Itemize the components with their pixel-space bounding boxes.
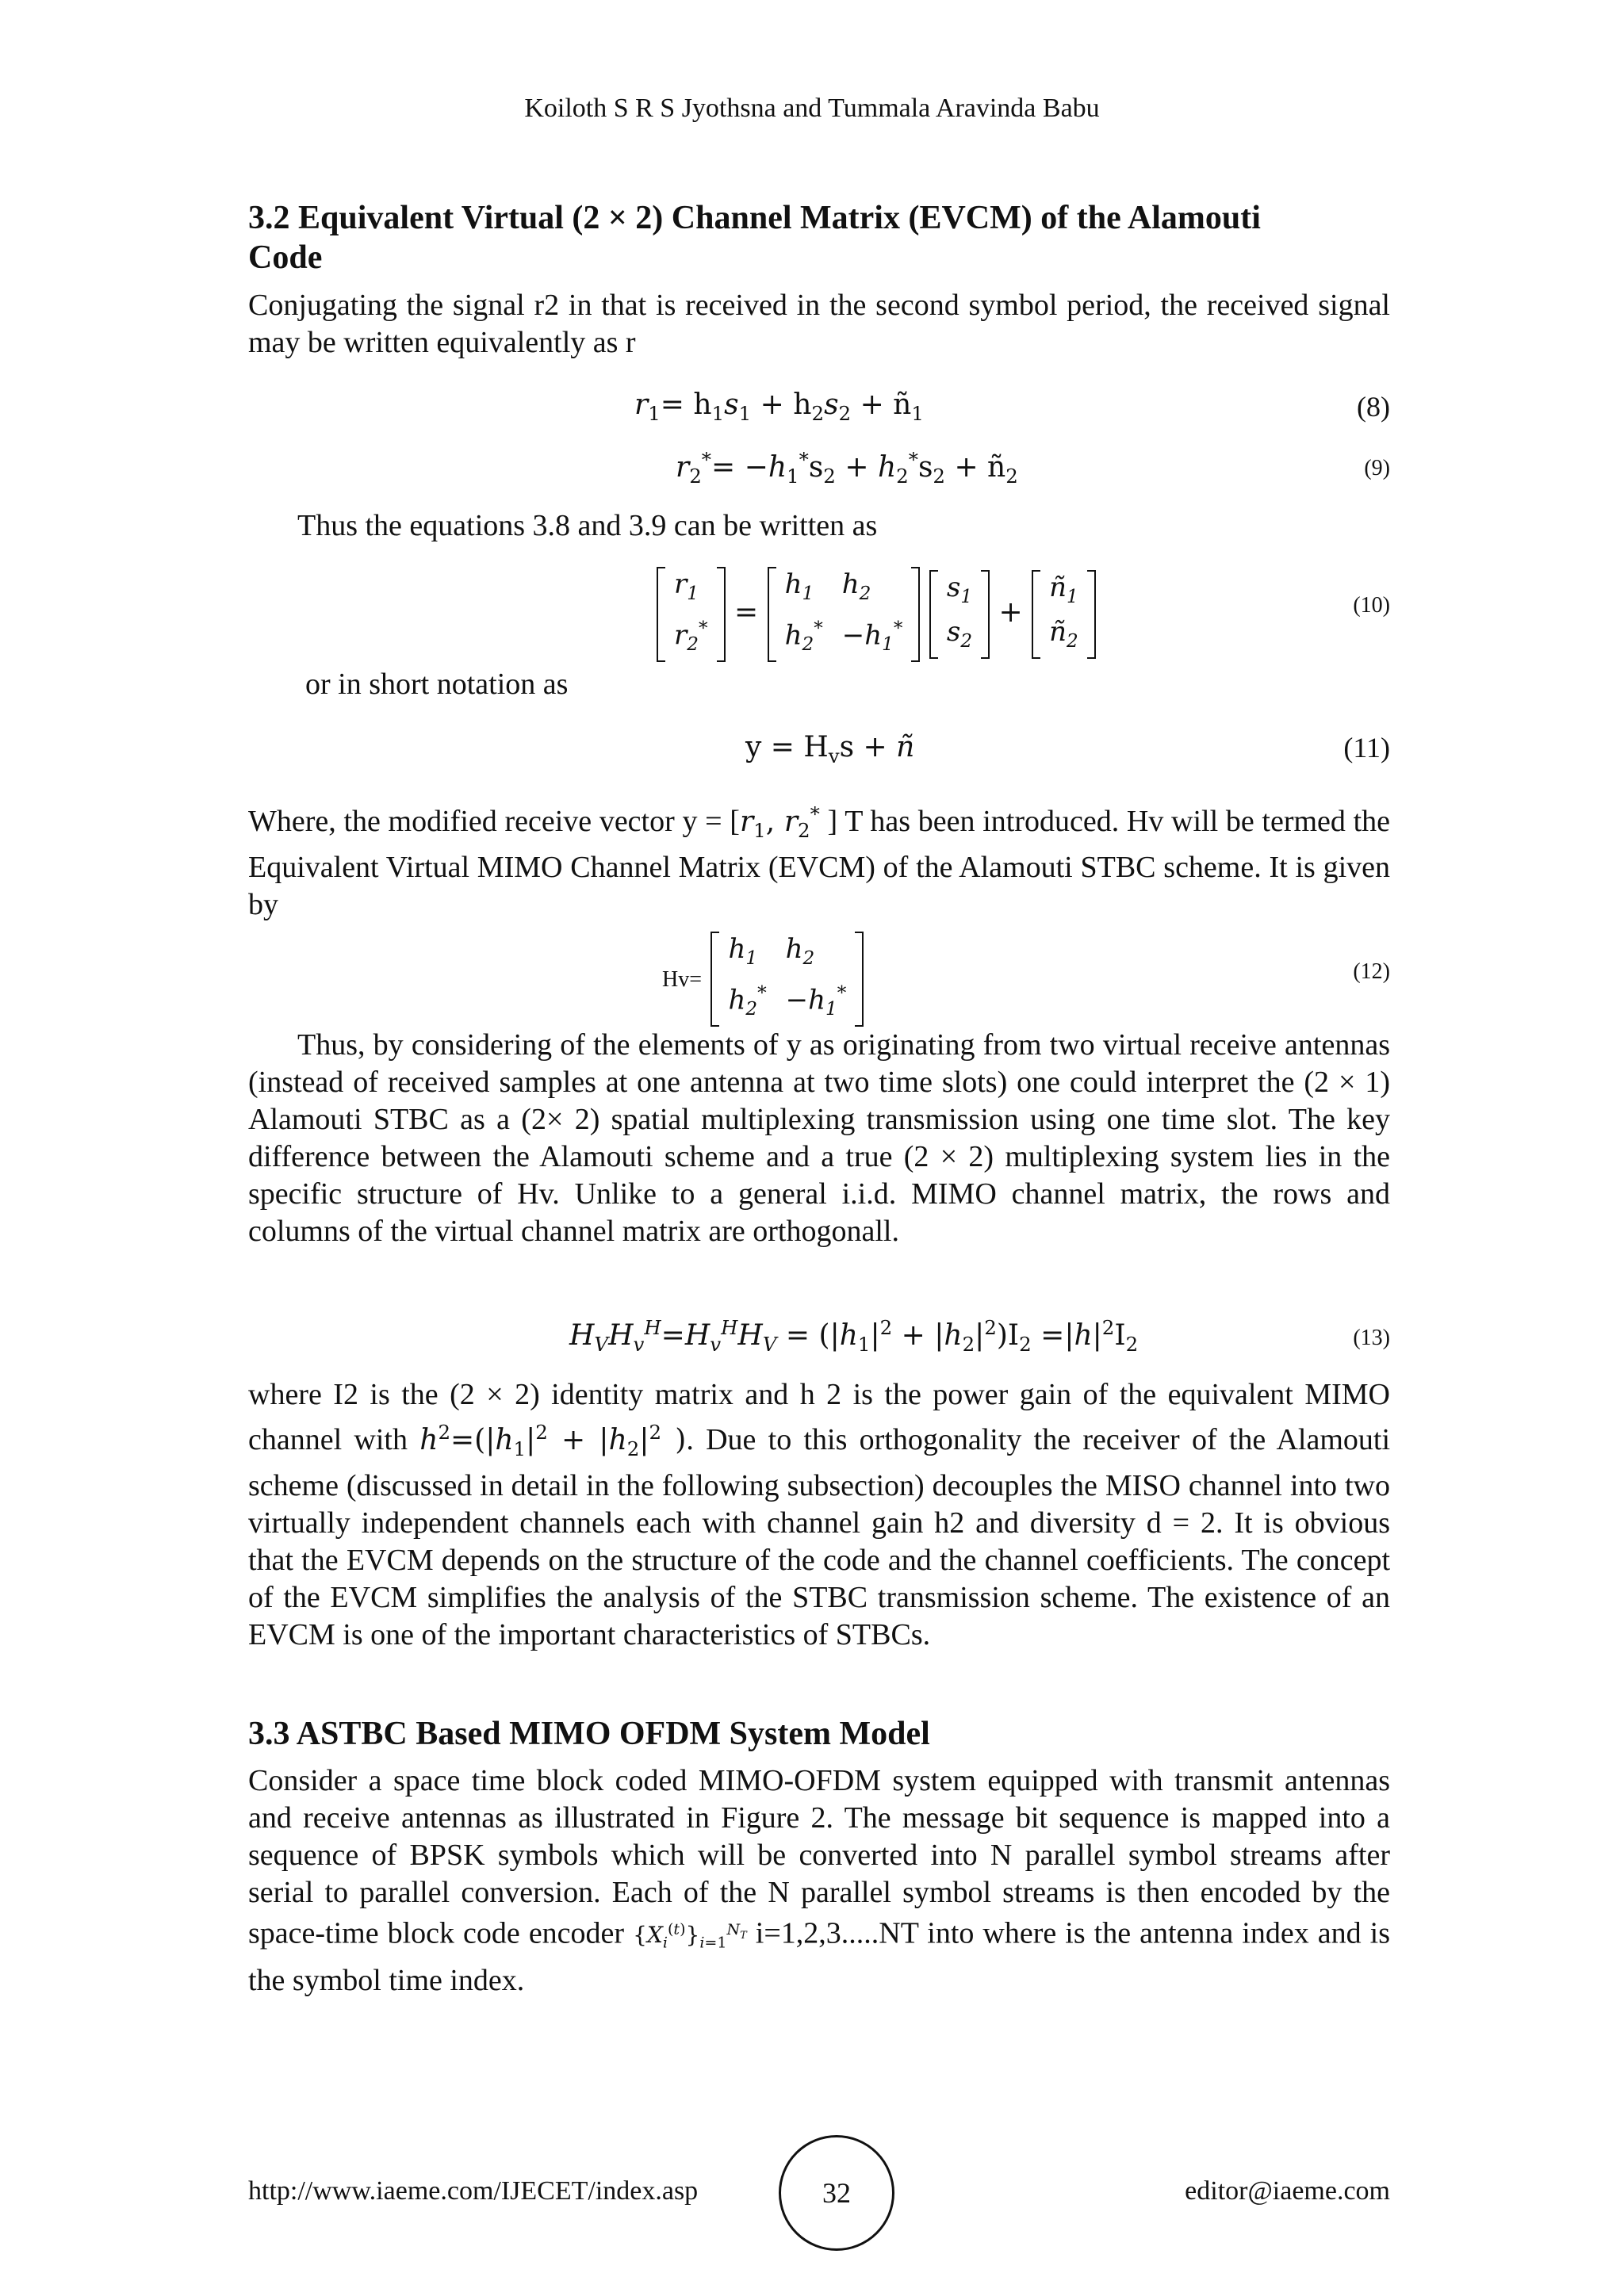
footer-email[interactable]: editor@iaeme.com [1185,2176,1390,2206]
intro-paragraph: Conjugating the signal r2 in that is received in the second symbol period, the received signal may be written equivalently as r [248,289,1390,359]
where-i2-text-b: . Due to this orthogonality the receiver of the Alamouti scheme (discussed in detail in the following subsection) decouples the MISO channel into two virtually independent channels each with channel gain h2 and diversity d = 2. It is obvious that the EVCM depends on the structure of the code and the channel coefficients. The concept of the EVCM simplifies the analysis of the STBC transmission scheme. The existence of an EVCM is one of the important characteristics of STBCs. [248,1423,1390,1652]
where-text-a: Where, the modified receive vector y = [ [248,805,740,838]
running-head: Koiloth S R S Jyothsna and Tummala Aravinda Babu [524,94,1100,123]
equation-11: $y = H_vs$ + ñ [745,731,915,768]
footer-url[interactable]: http://www.iaeme.com/IJECET/index.asp [248,2176,699,2206]
section-3-2-heading [248,198,1390,277]
thus-paragraph: Thus, by considering of the elements of y as originating from two virtual receive antennas (instead of received samples at one antenna at two time slots) one could interpret the (2 × 1) Alamouti STBC as a (2× 2) spatial multiplexing transmission using one time slot. The key difference between the Alamouti scheme and a true (2 × 2) multiplexing system lies in the specific structure of Hv. Unlike to a general i.i.d. MIMO channel matrix, the rows and columns of the virtual channel matrix are orthogonall. [248,1028,1390,1248]
equation-12-number: (12) [1353,959,1390,984]
section-3-3-text-a: Consider a space time block coded MIMO-OFDM system equipped with transmit antennas and receive antennas as illustrated in Figure 2. The message bit sequence is mapped into a sequence of BPSK symbols which will be converted into N parallel symbol streams after serial to parallel conversion. Each of the N parallel symbol streams is then encoded by the space-time block code encoder [248,1764,1390,1950]
page-number: 32 [822,2177,851,2209]
thus-equations-text: Thus the equations 3.8 and 3.9 can be written as [297,509,878,542]
equation-8: $r_1= h_1s_1 + h_2s_2$ + $ñ_1$ [634,388,924,426]
equation-12-lhs: Hv= [662,966,703,992]
equation-10: $r_1$ $r_2^*$ = $h_1$ $h_2$ $h_2^*$ $-h_1^*$ $s_1$ $s_2$ + $ñ_1$ $ñ_2$ [657,567,1096,662]
equation-13: $H_VH_v^H=H_v^HH_V = (|h_1|^2 + |h_2|^2)I_2 =|h|^2I_2$ [569,1316,1139,1357]
equation-10-number: (10) [1353,593,1390,618]
section-3-3-paragraph: Consider a space time block coded MIMO-OFDM system equipped with transmit antennas and receive antennas as illustrated in Figure 2. The message bit sequence is mapped into a sequence of BPSK symbols which will be converted into N parallel symbol streams after serial to parallel conversion. Each of the N parallel symbol streams is then encoded by the space-time block code encoder $\{X_i^{(t)}\}_{i=1}^{N_T}$ i=1,2,3.....NT into where is the antenna index and is the symbol time index. [248,1764,1390,1997]
equation-8-number: (8) [1357,391,1390,423]
where-text-b: ] T has been introduced. Hv will be termed the Equivalent Virtual MIMO Channel Matrix (EVCM) of the Alamouti STBC scheme. It is given by [248,805,1391,922]
where-paragraph: Where, the modified receive vector $y = [r_1$, $r_2^*$ ] T has been introduced. Hv will be termed the Equivalent Virtual MIMO Channel Matrix (EVCM) of the Alamouti STBC scheme. It is given by [248,802,1391,922]
equation-9-number: (9) [1364,456,1390,480]
section-3-3-text-b: i=1,2,3.....NT into where is the antenna index and is the symbol time index. [248,1916,1390,1997]
vector-r: $r_1$ $r_2^*$ [657,567,726,662]
vector-s: $s_1$ $s_2$ [929,570,990,659]
where-i2-text-a: where I2 is the (2 × 2) identity matrix and h 2 is the power gain of the equivalent MIMO channel with [248,1378,1390,1456]
equation-12 [662,932,864,1027]
page-number-badge [779,2135,894,2251]
matrix-h: $h_1$ $h_2$ $h_2^*$ $-h_1^*$ [768,567,921,662]
short-notation-text: or in short notation as [305,668,569,701]
equation-13-number: (13) [1353,1326,1390,1350]
matrix-hv: $h_1$ $h_2$ $h_2^*$ $-h_1^*$ [710,932,864,1027]
vector-n: $ñ_1$ $ñ_2$ [1032,570,1096,659]
section-3-3-heading: 3.3 ASTBC Based MIMO OFDM System Model [248,1716,930,1752]
section-3-2-title-line2: Code [248,239,323,276]
equation-11-number: (11) [1343,732,1390,763]
equation-9: $r_2^*= -h_1^*s_2 + h_2^*s_2$ + $ñ_2$ [676,448,1018,488]
section-3-2-title-line1: 3.2 Equivalent Virtual (2 × 2) Channel Matrix (EVCM) of the Alamouti [248,200,1261,236]
where-i2-paragraph: where I2 is the (2 × 2) identity matrix and h 2 is the power gain of the equivalent MIMO channel with $h^2=(|h_1|^2 + |h_2|^2$ ). Due to this orthogonality the receiver of the Alamouti scheme (discussed in detail in the following subsection) decouples the MISO channel into two virtually independent channels each with channel gain h2 and diversity d = 2. It is obvious that the EVCM depends on the structure of the code and the channel coefficients. The concept of the EVCM simplifies the analysis of the STBC transmission scheme. The existence of an EVCM is one of the important characteristics of STBCs. [248,1378,1390,1652]
